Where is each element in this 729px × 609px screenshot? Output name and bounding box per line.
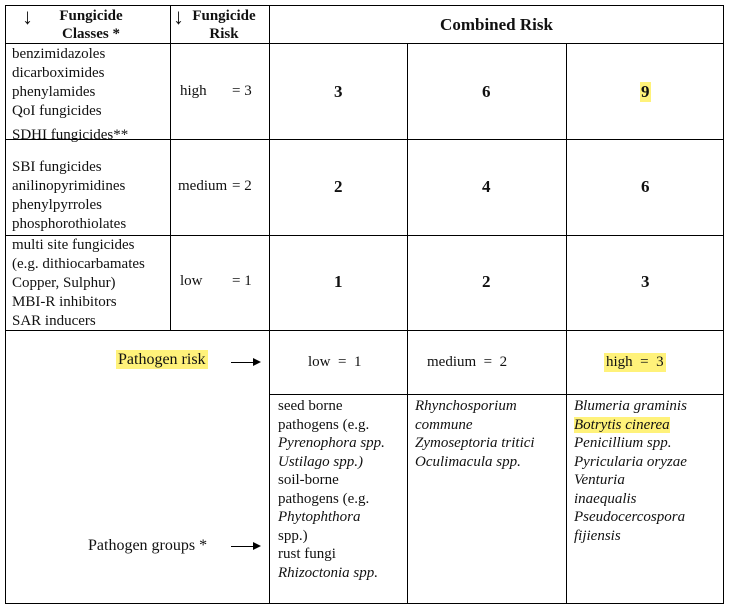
- class-item: phenylamides: [12, 84, 96, 100]
- risk-value: = 3: [232, 83, 252, 99]
- pathogen-item: Zymoseptoria tritici: [415, 435, 535, 451]
- pathogen-item: seed borne: [278, 398, 343, 414]
- header-divider: [5, 43, 724, 44]
- border-left: [5, 5, 6, 604]
- class-item: phosphorothiolates: [12, 216, 127, 232]
- class-item: Copper, Sulphur): [12, 275, 116, 291]
- pathogen-risk-medium: medium = 2: [427, 354, 508, 370]
- combined-high-medium: 6: [482, 82, 491, 101]
- pathogen-item: Penicillium spp.: [574, 435, 672, 451]
- row-low-classes: [12, 236, 168, 331]
- row-low-risk: [180, 272, 266, 291]
- combined-medium-medium: 4: [482, 177, 491, 196]
- row-high-classes: [12, 45, 168, 145]
- right-arrow-icon: [231, 546, 259, 547]
- pathogen-groups-low: [278, 397, 404, 582]
- col-divider-1: [170, 5, 171, 331]
- pathogen-item: soil-borne: [278, 472, 339, 488]
- pathogen-item: pathogens (e.g.: [278, 416, 370, 433]
- class-item: multi site fungicides: [12, 237, 135, 253]
- pathogen-item: [574, 416, 722, 435]
- pathogen-item: Pyrenophora spp.: [278, 435, 385, 451]
- down-arrow-icon: ↓: [22, 4, 33, 29]
- risk-label: medium: [178, 178, 228, 194]
- combined-low-low: 1: [334, 272, 343, 291]
- col-divider-3: [407, 43, 408, 604]
- row-high-risk: [180, 82, 266, 101]
- class-item: dicarboximides: [12, 65, 105, 81]
- pathogen-item: Phytophthora: [278, 509, 361, 525]
- pathogen-item: Pseudocercospora: [574, 509, 686, 525]
- class-item: QoI fungicides: [12, 103, 102, 119]
- class-item: anilinopyrimidines: [12, 178, 126, 194]
- combined-high-high: 9: [641, 82, 650, 101]
- header-combined-risk: Combined Risk: [440, 15, 553, 34]
- combined-medium-low: 2: [334, 177, 343, 196]
- pathogen-item-highlighted: Botrytis cinerea: [574, 416, 670, 433]
- header-classes-line2: Classes *: [62, 26, 120, 42]
- pathogen-risk-label: Pathogen risk: [118, 351, 206, 368]
- pathogen-groups-high: [574, 397, 722, 545]
- risk-value: = 2: [232, 178, 252, 194]
- class-item: SBI fungicides: [12, 159, 102, 175]
- pathogen-item: spp.): [278, 527, 308, 544]
- header-fungicide-risk: [186, 7, 262, 43]
- down-arrow-icon: ↓: [173, 4, 184, 29]
- pathogen-item: Ustilago spp.): [278, 453, 364, 470]
- risk-value: = 1: [232, 273, 252, 289]
- header-fungicide-classes: [42, 7, 140, 43]
- pathogen-item: Pyricularia oryzae: [574, 453, 687, 470]
- pathogen-item: Rhynchosporium: [415, 398, 517, 414]
- pathogen-item: commune: [415, 416, 473, 433]
- pathogen-groups-label: Pathogen groups *: [88, 537, 208, 554]
- pathogen-risk-high: high = 3: [606, 354, 664, 370]
- risk-label: high: [180, 83, 207, 99]
- class-item: SDHI fungicides**: [12, 127, 129, 143]
- row-medium-risk: [178, 177, 268, 196]
- pathogen-item: pathogens (e.g.: [278, 490, 370, 507]
- pathogen-item: [415, 453, 565, 472]
- risk-label: low: [180, 273, 203, 289]
- combined-medium-high: 6: [641, 177, 650, 196]
- pathogen-item: Blumeria graminis: [574, 398, 687, 414]
- pathogen-item-text: Oculimacula spp.: [415, 453, 521, 470]
- border-right: [723, 5, 724, 604]
- row-medium-classes: [12, 158, 168, 234]
- class-item: (e.g. dithiocarbamates: [12, 256, 145, 272]
- border-top: [5, 5, 724, 6]
- class-item: MBI-R inhibitors: [12, 294, 117, 310]
- pathogen-item: Venturia: [574, 472, 625, 488]
- row-divider-4: [269, 394, 724, 395]
- col-divider-2: [269, 5, 270, 604]
- combined-low-high: 3: [641, 272, 650, 291]
- right-arrow-icon: [231, 362, 259, 363]
- combined-low-medium: 2: [482, 272, 491, 291]
- header-risk-line1: Fungicide: [192, 8, 256, 24]
- header-risk-line2: Risk: [209, 26, 239, 42]
- pathogen-risk-low: low = 1: [308, 354, 362, 370]
- pathogen-item: fijiensis: [574, 527, 621, 544]
- class-item: benzimidazoles: [12, 46, 106, 62]
- border-bottom: [5, 603, 724, 604]
- class-item: phenylpyrroles: [12, 197, 102, 213]
- pathogen-groups-medium: [415, 397, 565, 471]
- header-classes-line1: Fungicide: [59, 8, 123, 24]
- class-item: SAR inducers: [12, 313, 96, 329]
- combined-high-low: 3: [334, 82, 343, 101]
- pathogen-item: Rhizoctonia spp.: [278, 564, 378, 581]
- pathogen-item: rust fungi: [278, 546, 336, 562]
- pathogen-item: inaequalis: [574, 490, 637, 507]
- col-divider-4: [566, 43, 567, 604]
